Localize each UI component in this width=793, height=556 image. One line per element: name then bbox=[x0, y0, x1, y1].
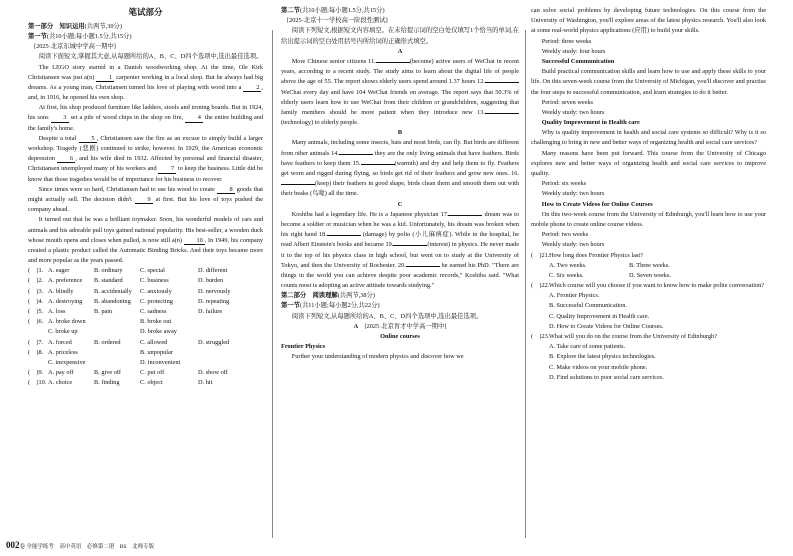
course-period: Period: seven weeks bbox=[541, 98, 594, 106]
answer-row: A. Two weeks. B. Three weeks. bbox=[549, 261, 670, 269]
blank-6: 6 bbox=[57, 155, 75, 163]
question-23: ( )23. What will you do on the course from the University of Edinburgh? bbox=[531, 333, 717, 340]
passage-label-c: C bbox=[397, 200, 403, 208]
blank-16 bbox=[281, 184, 315, 185]
answer-row: B. Explore the latest physics technologies. bbox=[549, 353, 656, 361]
option-row: ( )6. A. broke down B. broke out bbox=[28, 318, 172, 326]
course-period: Period: six weeks bbox=[541, 180, 587, 188]
section1-heading: 第一节(共10小题;每小题1.5分,共15分) bbox=[28, 32, 132, 40]
option-row: ( )7. A. forced B. ordered C. allowed D. struggled bbox=[28, 338, 230, 346]
blank-15 bbox=[361, 164, 395, 165]
answer-row: A. Take care of some patients. bbox=[549, 343, 626, 351]
option-row: ( )8. A. priceless B. unpopular bbox=[28, 348, 173, 356]
blank-7: 7 bbox=[158, 165, 176, 173]
blank-17 bbox=[448, 215, 482, 216]
page-number: 002 bbox=[6, 540, 20, 550]
column-left bbox=[28, 6, 263, 389]
blank-20 bbox=[406, 266, 440, 267]
instructions: 阅读下列短文,从每题所给的A、B、C、D四个选项中,选出最佳选项。 bbox=[291, 312, 483, 320]
passage-label: A [2025·北京育才中学高一期中] bbox=[353, 322, 447, 330]
answer-row: B. Successful Communication. bbox=[549, 302, 628, 310]
answer-row: D. How to Create Videos for Online Courses. bbox=[549, 322, 664, 330]
instructions: 阅读下面短文,掌握其大意,从每题所给的A、B、C、D四个选项中,选出最佳选项。 bbox=[38, 53, 263, 61]
course-heading: Successful Communication bbox=[541, 57, 615, 65]
passage-paragraph: At first, his shop produced furniture like ladders, stools and ironing boards. But in 1924, his sons 3 set a pile of wood chips in the shop on fire, 4 the entire building and the family's home. bbox=[28, 104, 264, 132]
blank-3: 3 bbox=[51, 114, 69, 122]
blank-12 bbox=[485, 82, 519, 83]
passage-paragraph: can solve social problems by developing future technologies. On this course from the University of Washington, you'll explore areas of the latest physics research. You'll also look at some real-world physics applications (应用) to build your skills. bbox=[531, 7, 766, 35]
passage-paragraph: Why is quality improvement in health and social care systems so difficult? Why is it so challenging to bring in new and better ways of organizing health and social care services? bbox=[531, 129, 766, 147]
blank-14 bbox=[339, 154, 373, 155]
blank-2: 2 bbox=[243, 84, 261, 92]
course-heading: Quality Improvement in Health care bbox=[541, 119, 640, 127]
blank-18 bbox=[327, 235, 361, 236]
option-row: ( )4. A. destroying B. abandoning C. protecting D. repeating bbox=[28, 297, 230, 305]
options-list bbox=[28, 266, 263, 388]
answer-row: C. Six weeks. D. Seven weeks. bbox=[549, 271, 671, 279]
passage-paragraph: Further your understanding of modern physics and discover how we bbox=[291, 353, 464, 361]
passage-paragraph: Build practical communication skills and learn how to use and apply these skills to your life. On this seven-week course from the University of Michigan, you'll discover and practise the four steps to successful communication, and learn strategies to do it better. bbox=[531, 68, 766, 96]
blank-1: 1 bbox=[96, 74, 114, 82]
passage-paragraph: It turned out that he was a brilliant toymaker. Soon, his wonderful models of cars and animals and his adorable pull toys gained national popularity. His best-seller, a wooden duck whose mouth opens and closes when pulled, is now still a(n) 10 . In 1949, his company created a plastic product called the Automatic Binding Bricks. And their toys became more and more popular as the years passed. bbox=[28, 216, 264, 265]
course-heading: How to Create Videos for Online Courses bbox=[541, 200, 653, 208]
article-heading: Online courses bbox=[380, 333, 420, 340]
blank-4: 4 bbox=[185, 114, 203, 122]
course-period: Period: three weeks bbox=[541, 37, 592, 45]
option-row: C. inexpensive D. inconvenient bbox=[48, 358, 181, 366]
option-row: ( )5. A. loss B. pain C. sadness D. failure bbox=[28, 308, 223, 316]
passage-paragraph: The LEGO story started in a Danish woodworking shop. At the time, Ole Kirk Christiansen was just a(n) 1 carpenter working in a local shop. But he always had big dreams. As a young man, Christiansen turned his love of playing with wood into a 2 , and, in 1916, he opened his own shop. bbox=[28, 63, 263, 102]
answer-row: C. Make videos on your mobile phone. bbox=[549, 363, 648, 371]
passage-paragraph: On this two-week course from the University of Edinburgh, you'll learn how to use your mobile phone to create online course videos. bbox=[531, 210, 766, 228]
passage-paragraph: Many reasons have been put forward. This course from the University of Chicago explores new and better ways of organizing health and social care services to improve quality. bbox=[531, 149, 766, 177]
option-row: ( )2. A. preference B. standard C. business D. burden bbox=[28, 277, 224, 285]
answer-row: D. Find solutions to poor social care services. bbox=[549, 373, 664, 381]
section3-heading: 第一节(共11小题;每小题2分,共22分) bbox=[281, 302, 380, 310]
passage-paragraph: Many animals, including some insects, bats and most birds, can fly. But birds are different from other animals 14. they are the only living animals that have feathers. Birds have feathers to keep them 15. (warmth) and dry and help them to fly. Feathers get worn and rigged during flying, so birds get rid of their feathers and grow new ones. 16.(keep) their feathers in good shape, birds clean them and smooth them out with their beaks (鸟喙) all the time. bbox=[281, 139, 520, 198]
instructions: 阅读下列短文,根据短文内容填空。在未给提示词的空白处仅填写1个恰当的单词,在给出提示词的空白处用括号内所给词的正确形式填空。 bbox=[281, 27, 519, 45]
passage-label-a: A bbox=[397, 47, 403, 55]
part1-heading: 第一部分 知识运用(共两节,30分) bbox=[28, 22, 122, 30]
option-row: ( )1. A. eager B. ordinary C. special D. different bbox=[28, 267, 228, 275]
course-weekly: Weekly study: two hours bbox=[541, 241, 605, 249]
question-21: ( )21. How long does Frontier Physics last? bbox=[531, 251, 643, 259]
option-row: C. broke up D. broke away bbox=[48, 328, 177, 336]
answer-row: A. Frontier Physics. bbox=[549, 292, 600, 300]
answer-row: C. Quality Improvement in Health care. bbox=[549, 312, 650, 320]
blank-9: 9 bbox=[135, 196, 153, 204]
section2-heading: 第二节(共10小题;每小题1.5分,共15分) bbox=[281, 7, 385, 14]
footer-text: 全能学练考 高中英语 必修第二册 BS 北师专版 bbox=[26, 544, 155, 550]
source-tag: [2025·北京十一学校高一阶段性测试] bbox=[287, 17, 388, 25]
blank-5: 5 bbox=[79, 135, 97, 143]
blank-8: 8 bbox=[217, 186, 235, 194]
part2-heading: 第二部分 阅读理解(共两节,38分) bbox=[281, 292, 375, 300]
passage-paragraph: Since times were so hard, Christiansen had to use his wood to create 8 goods that might actually sell. The decision didn't 9 at first. But his love of toys pushed the company ahead. bbox=[28, 185, 264, 214]
column-right bbox=[531, 6, 766, 383]
column-divider bbox=[272, 30, 273, 538]
page-footer: 002卷 全能学练考 高中英语 必修第二册 BS 北师专版 bbox=[6, 540, 155, 550]
passage-paragraph: More Chinese senior citizens 11. (become) active users of WeChat in recent years, according to a recent study. The study aims to learn about the digital life of people above the age of 55. The report shows elderly users spend around 1.37 hours 12. WeChat every day and have 104 WeChat friends on average. The report says that 50.3% of elderly users learn how to use WeChat from their children or grandchildren, suggesting that family members should be more patient when they introduce new 13.(technology) to elderly people. bbox=[281, 57, 519, 127]
course-heading: Frontier Physics bbox=[281, 343, 326, 351]
page-title: 笔试部分 bbox=[128, 7, 163, 17]
passage-label-b: B bbox=[397, 129, 403, 137]
column-divider bbox=[525, 30, 526, 538]
blank-10: 10 bbox=[184, 237, 205, 245]
option-row: ( )3. A. blindly B. accidentally C. anxiously D. nervously bbox=[28, 287, 231, 295]
blank-11 bbox=[376, 62, 410, 63]
course-weekly: Weekly study: four hours bbox=[541, 47, 606, 55]
blank-13 bbox=[485, 113, 519, 114]
passage-paragraph: Despite a total 5 , Christiansen saw the fire as an excuse to simply build a larger workshop. Tragedy (悲剧) continued to strike, however. In 1929, the American economic depression 6 , and his wife died in 1932. Affected by personal and financial disaster, Christiansen unemployed many of his workers and 7 to keep the business. Little did he know that those tragedies would be of importance for his business to recover. bbox=[28, 134, 264, 183]
option-row: ( )10. A. choice B. finding C. object D. hit bbox=[28, 379, 213, 387]
column-middle bbox=[281, 6, 519, 363]
course-weekly: Weekly study: two hours bbox=[541, 108, 605, 116]
blank-19 bbox=[393, 245, 427, 246]
source-tag: [2025·北京东城中学高一期中] bbox=[34, 43, 116, 51]
question-22: ( )22. Which course will you choose if you want to know how to make polite conversation? bbox=[531, 282, 765, 290]
course-period: Period: two weeks bbox=[541, 231, 589, 239]
option-row: ( )9. A. pay off B. give off C. put off D. show off bbox=[28, 369, 228, 377]
course-weekly: Weekly study: two hours bbox=[541, 190, 605, 198]
passage-paragraph: Koshiba had a legendary life. He is a Japanese physician 17. dream was to become a soldier or musician when he was a kid. Unfortunately, his dream was broken when his right hand 18. (damage) by polio (小儿麻痹症). While in the hospital, he read Albert Einstein's books and became 19. (interest) in physics. He never made it to the top of his physics class in high school, but went on to study at the University of Tokyo, and then the University of Rochester. 20. he earned his PhD. "There are things in the world you can achieve despite poor academic records," Koshiba said. "What counts most is adopting an active attitude towards studying." bbox=[281, 210, 520, 290]
